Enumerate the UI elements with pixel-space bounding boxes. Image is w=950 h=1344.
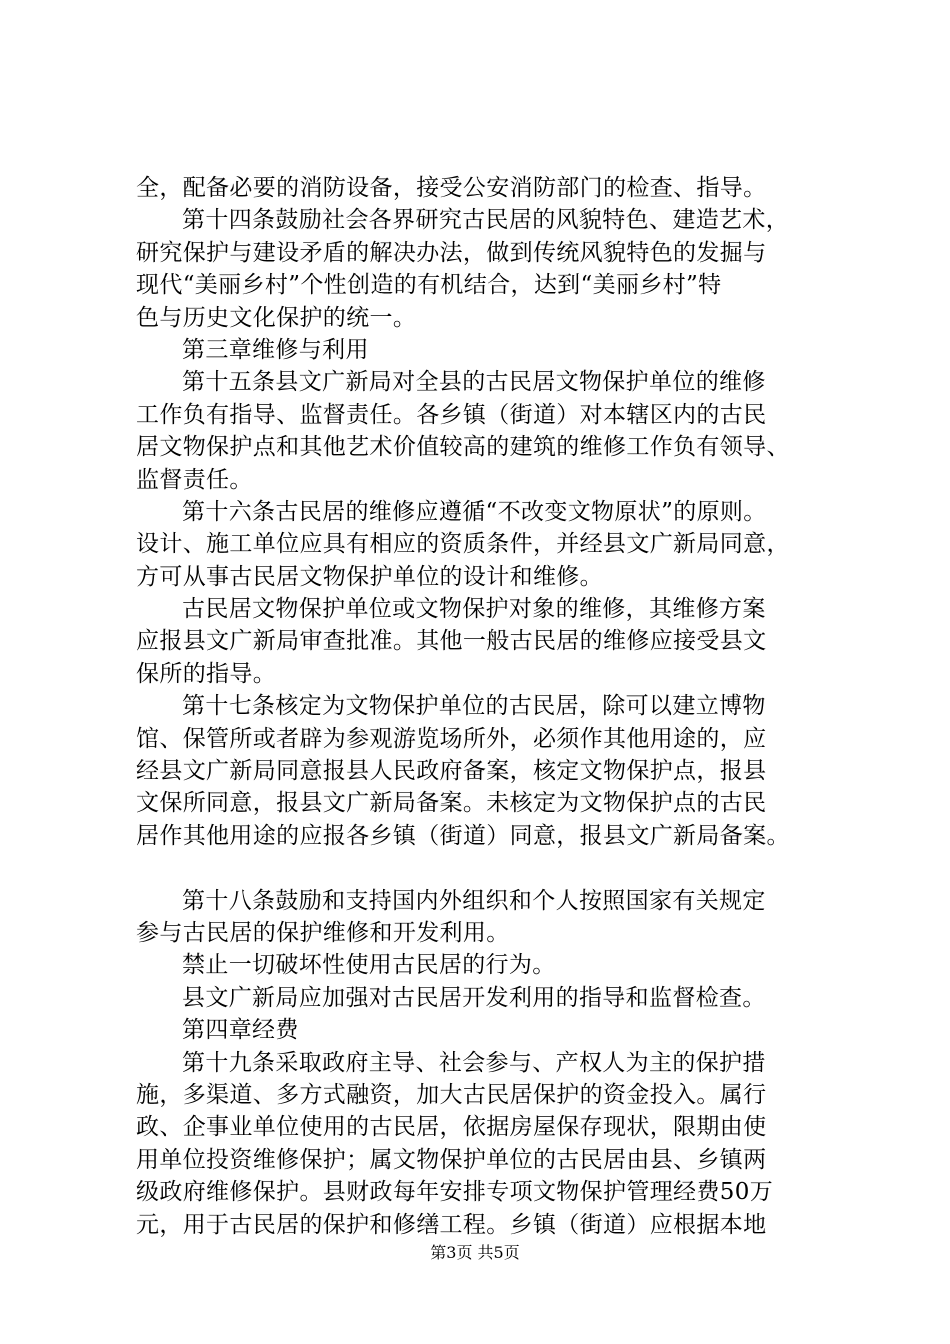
text-line: 第十九条采取政府主导、社会参与、产权人为主的保护措: [182, 1049, 766, 1076]
text-line: 禁止一切破坏性使用古民居的行为。: [182, 952, 556, 979]
document-body: [136, 172, 836, 1241]
text-line: 级政府维修保护。县财政每年安排专项文物保护管理经费50万: [136, 1179, 774, 1206]
text-line: 应报县文广新局审查批准。其他一般古民居的维修应接受县文: [136, 628, 767, 655]
text-line: 古民居文物保护单位或文物保护对象的维修，其维修方案: [182, 596, 766, 623]
text-line: 现代“美丽乡村”个性创造的有机结合，达到“美丽乡村”特: [136, 272, 722, 299]
text-line: 居作其他用途的应报各乡镇（街道）同意，报县文广新局备案。: [136, 822, 790, 849]
text-line: 政、企事业单位使用的古民居，依据房屋保存现状，限期由使: [136, 1114, 767, 1141]
text-line: 研究保护与建设矛盾的解决办法，做到传统风貌特色的发掘与: [136, 239, 767, 266]
text-line: 方可从事古民居文物保护单位的设计和维修。: [136, 563, 603, 590]
text-line: 居文物保护点和其他艺术价值较高的建筑的维修工作负有领导、: [136, 434, 790, 461]
text-line: 保所的指导。: [136, 660, 277, 687]
text-line: [136, 852, 836, 884]
text-line: 县文广新局应加强对古民居开发利用的指导和监督检查。: [182, 984, 766, 1011]
text-line: 参与古民居的保护维修和开发利用。: [136, 919, 510, 946]
text-line: 第三章维修与利用: [182, 336, 369, 363]
text-line: 文保所同意，报县文广新局备案。未核定为文物保护点的古民: [136, 790, 767, 817]
text-line: 元，用于古民居的保护和修缮工程。乡镇（街道）应根据本地: [136, 1211, 767, 1238]
text-line: 第十五条县文广新局对全县的古民居文物保护单位的维修: [182, 369, 766, 396]
text-line: 第十七条核定为文物保护单位的古民居，除可以建立博物: [182, 693, 766, 720]
text-line: 设计、施工单位应具有相应的资质条件，并经县文广新局同意，: [136, 531, 790, 558]
text-line: 监督责任。: [136, 466, 253, 493]
text-line: 第十四条鼓励社会各界研究古民居的风貌特色、建造艺术，: [182, 207, 790, 234]
text-line: 第四章经费: [182, 1017, 299, 1044]
text-line: 施，多渠道、多方式融资，加大古民居保护的资金投入。属行: [136, 1081, 767, 1108]
text-line: 第十六条古民居的维修应遵循“不改变文物原状”的原则。: [182, 498, 767, 525]
text-line: 用单位投资维修保护；属文物保护单位的古民居由县、乡镇两: [136, 1146, 767, 1173]
text-line: 工作负有指导、监督责任。各乡镇（街道）对本辖区内的古民: [136, 401, 767, 428]
text-line: 第十八条鼓励和支持国内外组织和个人按照国家有关规定: [182, 887, 766, 914]
text-line: 色与历史文化保护的统一。: [136, 304, 417, 331]
page-number-footer: 第3页 共5页: [430, 1243, 520, 1262]
text-line: 经县文广新局同意报县人民政府备案，核定文物保护点，报县: [136, 758, 767, 785]
text-line: 馆、保管所或者辟为参观游览场所外，必须作其他用途的，应: [136, 725, 767, 752]
text-line: 全，配备必要的消防设备，接受公安消防部门的检查、指导。: [136, 175, 767, 201]
